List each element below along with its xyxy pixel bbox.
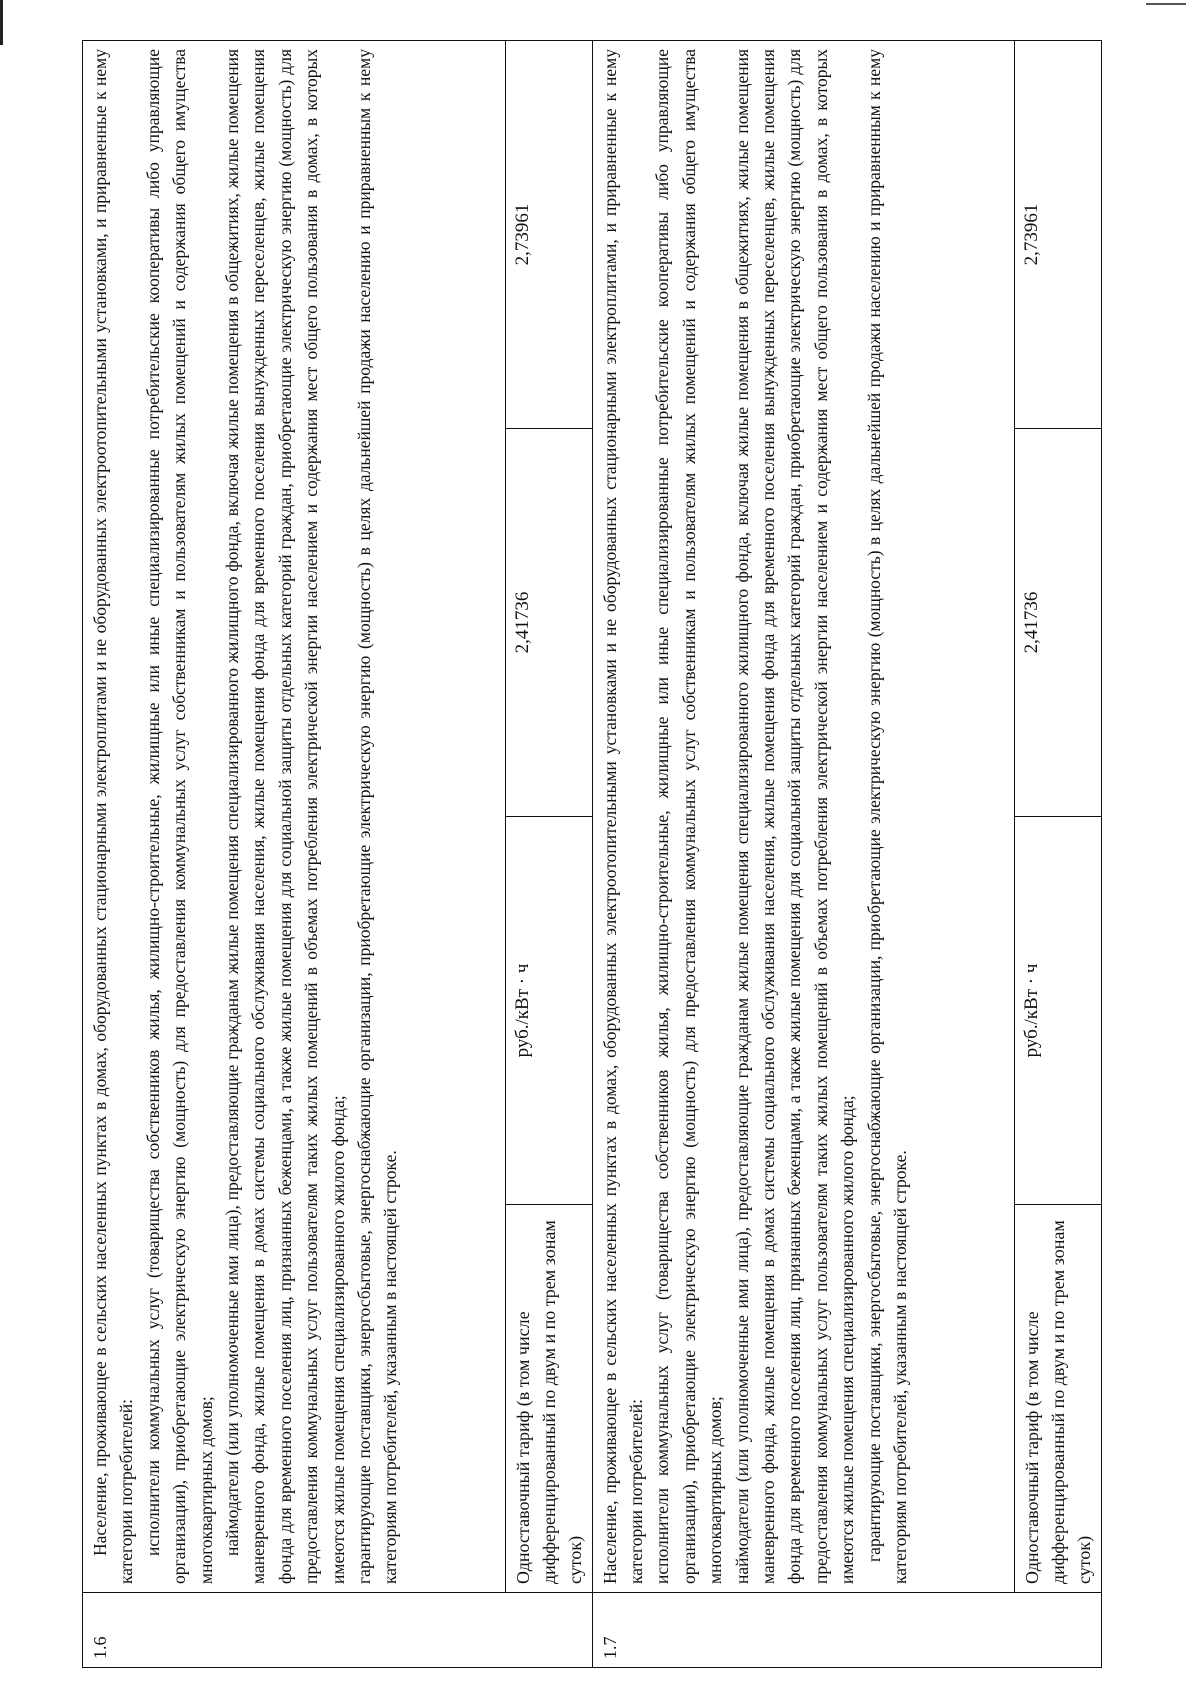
scan-edge-mark [0,0,3,45]
tariff-value-second-half: 2,73961 [1015,41,1102,429]
scan-corner-mark [1146,3,1186,5]
row-number: 1.7 [592,1593,1102,1668]
description-paragraph: гарантирующие поставщики, энергосбытовые, энергоснабжающие организации, приобретающие электрическую энергию (мощность) в целях дальнейшей продажи населению и приравненным к нему категориям потребителей, указанным в настоящей строке. [354,49,401,1584]
consumer-description [83,41,506,1593]
row-number: 1.6 [83,1593,593,1668]
section-row-1-7 [592,41,1015,1668]
description-paragraph: гарантирующие поставщики, энергосбытовые, энергоснабжающие организации, приобретающие электрическую энергию (мощность) в целях дальнейшей продажи населению и приравненным к нему категориям потребителей, указанным в настоящей строке. [863,49,910,1584]
description-paragraph: исполнители коммунальных услуг (товарищества собственников жилья, жилищно-строительные, жилищные или иные специализированные потребительские кооперативы либо управляющие организации), приобретающие электрическую энергию (мощность) для предоставления коммунальных услуг собственникам и пользователям жилых помещений и содержания общего имущества многоквартирных домов; [652,49,726,1584]
consumer-description [592,41,1015,1593]
tariff-label: Одноставочный тариф (в том числе дифференцированный по двум и по трем зонам суток) [1015,1205,1102,1593]
tariff-value-first-half: 2,41736 [505,429,592,817]
tariff-value-first-half: 2,41736 [1015,429,1102,817]
tariff-table [82,40,1102,1668]
tariff-label: Одноставочный тариф (в том числе дифференцированный по двум и по трем зонам суток) [505,1205,592,1593]
tariff-unit: руб./кВт · ч [1015,817,1102,1205]
description-paragraph: Население, проживающее в сельских населенных пунктах в домах, оборудованных стационарными электроплитами и не оборудованных электроотопительными установками, и приравненные к нему категории потребителей: [90,49,137,1584]
description-paragraph: Население, проживающее в сельских населенных пунктах в домах, оборудованных электроотопительными установками и не оборудованных стационарными электроплитами, и приравненные к нему категории потребителей: [599,49,646,1584]
description-paragraph: исполнители коммунальных услуг (товарищества собственников жилья, жилищно-строительные, жилищные или иные специализированные потребительские кооперативы либо управляющие организации), приобретающие электрическую энергию (мощность) для предоставления коммунальных услуг собственникам и пользователям жилых помещений и содержания общего имущества многоквартирных домов; [142,49,216,1584]
tariff-row-1-7 [1015,41,1102,1668]
rotated-document-page [82,40,1102,1668]
description-paragraph: наймодатели (или уполномоченные ими лица), предоставляющие гражданам жилые помещения специализированного жилищного фонда, включая жилые помещения в общежитиях, жилые помещения маневренного фонда, жилые помещения в домах системы социального обслуживания населения, жилые помещения фонда для временного поселения вынужденных переселенцев, жилые помещения фонда для временного поселения лиц, признанных беженцами, а также жилые помещения для социальной защиты отдельных категорий граждан, приобретающие электрическую энергию (мощность) для предоставления коммунальных услуг пользователям таких жилых помещений в объемах потребления электрической энергии населением и содержания мест общего пользования в домах, в которых имеются жилые помещения специализированного жилого фонда; [731,49,858,1584]
tariff-row-1-6 [505,41,592,1668]
section-row-1-6 [83,41,506,1668]
tariff-value-second-half: 2,73961 [505,41,592,429]
tariff-unit: руб./кВт · ч [505,817,592,1205]
description-paragraph: наймодатели (или уполномоченные ими лица), предоставляющие гражданам жилые помещения специализированного жилищного фонда, включая жилые помещения в общежитиях, жилые помещения маневренного фонда, жилые помещения в домах системы социального обслуживания населения, жилые помещения фонда для временного поселения вынужденных переселенцев, жилые помещения фонда для временного поселения лиц, признанных беженцами, а также жилые помещения для социальной защиты отдельных категорий граждан, приобретающие электрическую энергию (мощность) для предоставления коммунальных услуг пользователям таких жилых помещений в объемах потребления электрической энергии населением и содержания мест общего пользования в домах, в которых имеются жилые помещения специализированного жилого фонда; [222,49,348,1584]
